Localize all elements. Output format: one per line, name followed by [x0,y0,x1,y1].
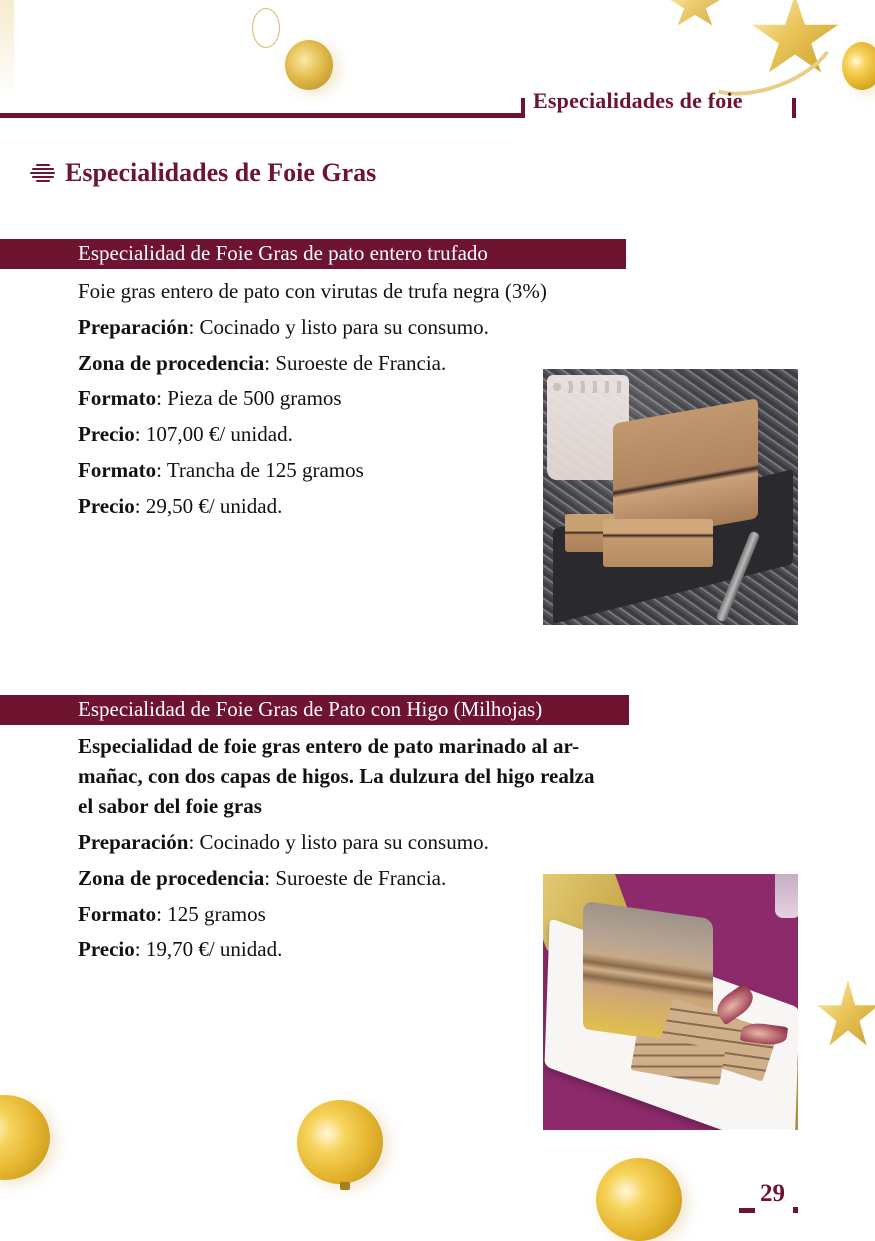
ornament-icon [596,1158,682,1241]
ribbon-decoration [0,0,14,100]
field-label: Preparación [78,314,189,339]
product-title: Especialidad de Foie Gras de pato entero trufado [78,241,488,265]
field-value: : Pieza de 500 gramos [156,386,342,411]
header-divider [521,98,525,118]
field-value: : Cocinado y listo para su consumo. [188,314,489,339]
field-label: Precio [78,937,135,962]
detail-preparation [78,825,678,861]
section-title: Especialidades de Foie Gras [65,158,377,187]
running-header-title: Especialidades de foie [533,88,743,113]
page-number-dot [793,1207,798,1213]
field-value: : Suroeste de Francia. [264,350,447,375]
field-label: Precio [78,493,135,518]
product-title: Especialidad de Foie Gras de Pato con Higo (Milhojas) [78,697,543,721]
detail-price [78,417,547,453]
detail-origin [78,346,547,382]
glitter-ornament-icon [285,40,333,90]
star-ornament-icon [750,0,840,80]
header-divider [792,98,796,118]
section-heading [30,158,376,188]
ornament-icon [842,42,875,90]
field-label: Formato [78,386,157,411]
product-description: Foie gras entero de pato con virutas de trufa negra (3%) [78,279,547,303]
product-title-band [0,695,629,725]
field-label: Zona de procedencia [78,865,265,890]
detail-preparation [78,310,547,346]
detail-format [78,453,547,489]
field-value: : Suroeste de Francia. [264,865,447,890]
company-logo-icon [30,162,55,184]
ornament-cap [340,1182,350,1190]
field-label: Precio [78,422,135,447]
ornament-string [252,8,280,48]
field-value: : 125 gramos [156,901,266,926]
product-details [78,274,547,525]
field-label: Formato [78,901,157,926]
field-label: Zona de procedencia [78,350,265,375]
field-value: : Trancha de 125 gramos [156,457,364,482]
field-value: : 29,50 €/ unidad. [134,493,283,518]
field-label: Preparación [78,830,189,854]
header-rule [0,113,523,118]
star-ornament-icon [816,980,875,1052]
product-title-band [0,239,626,269]
detail-price [78,489,547,525]
star-ornament-icon [665,0,725,30]
field-value: : Cocinado y listo para su consumo. [188,830,489,854]
detail-format [78,381,547,417]
product-description [78,731,678,821]
field-label: Formato [78,457,157,482]
description-line: mañac, con dos capas de higos. La dulzura del higo realza [78,764,595,788]
truffled-foie-gras-terrine-photo [543,369,798,625]
field-value: : 19,70 €/ unidad. [134,937,283,962]
description-line: Especialidad de foie gras entero de pato marinado al ar- [78,734,580,758]
description-line: el sabor del foie gras [78,794,262,818]
ornament-icon [0,1095,50,1180]
page-number-dash [739,1208,755,1213]
field-value: : 107,00 €/ unidad. [134,422,293,447]
page-number: 29 [760,1180,785,1207]
fig-foie-gras-millefeuille-photo [543,874,798,1130]
ornament-icon [297,1100,383,1184]
